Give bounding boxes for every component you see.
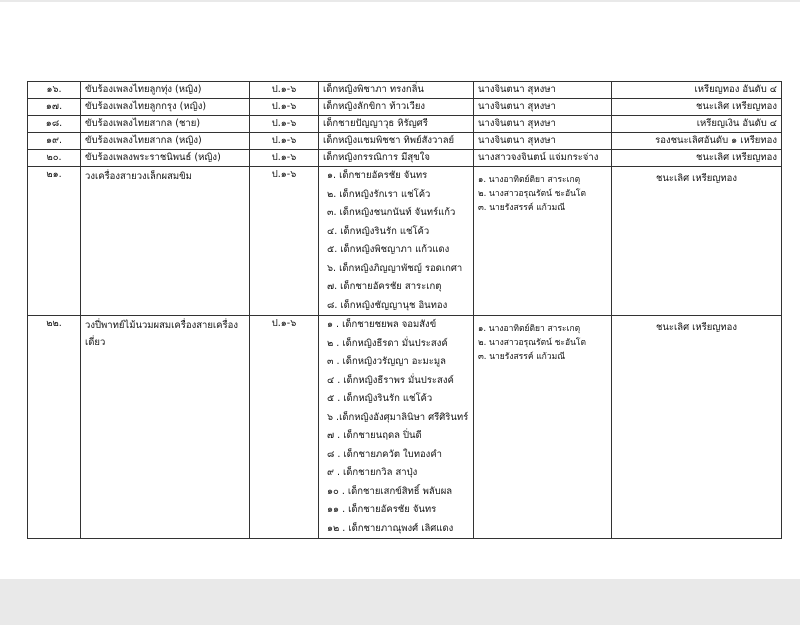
list-item: ๒. นางสาวอรุณรัตน์ ชะอันโต bbox=[478, 338, 586, 348]
list-item: ๗ . เด็กชายนฤดล ปิ่นดี bbox=[327, 430, 422, 441]
teacher-name: นางจินตนา สุหงษา bbox=[474, 116, 612, 133]
row-number: ๒๐. bbox=[28, 150, 81, 167]
grade-level: ป.๑-๖ bbox=[250, 167, 319, 316]
activity-name: ขับร้องเพลงไทยสากล (หญิง) bbox=[81, 133, 250, 150]
award-result: ชนะเลิศ เหรียญทอง bbox=[612, 167, 782, 316]
list-item: ๓. นายรังสรรค์ แก้วมณี bbox=[478, 352, 566, 362]
table-row bbox=[28, 150, 782, 167]
student-list bbox=[323, 167, 469, 315]
student-name: เด็กหญิงแชมพิชชา ทิพย์สังวาลย์ bbox=[319, 133, 474, 150]
activity-name: ขับร้องเพลงพระราชนิพนธ์ (หญิง) bbox=[81, 150, 250, 167]
grade-level: ป.๑-๖ bbox=[250, 99, 319, 116]
teacher-list-cell bbox=[474, 316, 612, 539]
activity-name: ขับร้องเพลงไทยสากล (ชาย) bbox=[81, 116, 250, 133]
teacher-list bbox=[478, 167, 607, 215]
student-list-cell bbox=[319, 167, 474, 316]
table-row-group bbox=[28, 167, 782, 316]
list-item: ๗. เด็กชายอัครชัย สาระเกตุ bbox=[327, 281, 442, 292]
award-result: เหรียญเงิน อันดับ ๔ bbox=[612, 116, 782, 133]
awards-table bbox=[27, 81, 782, 539]
grade-level: ป.๑-๖ bbox=[250, 316, 319, 539]
student-name: เด็กหญิงลักขิกา ท้าวเวียง bbox=[319, 99, 474, 116]
award-result: เหรียญทอง อันดับ ๔ bbox=[612, 82, 782, 99]
teacher-list bbox=[478, 316, 607, 364]
teacher-list-cell bbox=[474, 167, 612, 316]
list-item: ๒ . เด็กหญิงธีรดา มั่นประสงค์ bbox=[327, 337, 448, 349]
award-result: รองชนะเลิศอันดับ ๑ เหรียทอง bbox=[612, 133, 782, 150]
student-name: เด็กหญิงกรรณิการ มีสุขใจ bbox=[319, 150, 474, 167]
table-row bbox=[28, 99, 782, 116]
list-item: ๑๑ . เด็กชายอัครชัย จันทร bbox=[327, 504, 437, 515]
teacher-name: นางจินตนา สุหงษา bbox=[474, 133, 612, 150]
activity-name: วงปี่พาทย์ไม้นวมผสมเครื่องสายเครื่องเดี่ยว bbox=[81, 316, 250, 539]
list-item: ๕ . เด็กหญิงรินรัก แช่โค้ว bbox=[327, 393, 433, 404]
list-item: ๑ . เด็กชายชยพล จอมสังข์ bbox=[327, 319, 437, 330]
list-item: ๑๒ . เด็กชายภาณุพงศ์ เลิศแดง bbox=[327, 522, 454, 534]
award-result: ชนะเลิศ เหรียญทอง bbox=[612, 99, 782, 116]
student-name: เด็กชายปัญญาวุธ หิรัญศรี bbox=[319, 116, 474, 133]
teacher-name: นางจินตนา สุหงษา bbox=[474, 99, 612, 116]
document-page bbox=[0, 2, 800, 579]
table-row bbox=[28, 116, 782, 133]
activity-name: ขับร้องเพลงไทยลูกกรุง (หญิง) bbox=[81, 99, 250, 116]
table-row bbox=[28, 82, 782, 99]
list-item: ๑๐ . เด็กชายเสกข์สิทธิ์ พลับผล bbox=[327, 485, 453, 497]
list-item: ๖ .เด็กหญิงอังศุมาลินิษา ศรีศิรินทร์ bbox=[327, 411, 469, 423]
row-number: ๒๑. bbox=[28, 167, 81, 316]
grade-level: ป.๑-๖ bbox=[250, 150, 319, 167]
teacher-name: นางจินตนา สุหงษา bbox=[474, 82, 612, 99]
list-item: ๓. นายรังสรรค์ แก้วมณี bbox=[478, 203, 566, 213]
table-row-group bbox=[28, 316, 782, 539]
list-item: ๒. เด็กหญิงรักเรา แช่โค้ว bbox=[327, 188, 431, 200]
activity-name: ขับร้องเพลงไทยลูกทุ่ง (หญิง) bbox=[81, 82, 250, 99]
list-item: ๓. เด็กหญิงชนกนันท์ จันทร์แก้ว bbox=[327, 207, 456, 218]
award-result: ชนะเลิศ เหรียญทอง bbox=[612, 150, 782, 167]
list-item: ๑. นางอาทิตย์ติยา สาระเกตุ bbox=[478, 175, 581, 185]
list-item: ๑. เด็กชายอัครชัย จันทร bbox=[327, 170, 428, 181]
list-item: ๕. เด็กหญิงพิชญาภา แก้วแดง bbox=[327, 244, 450, 255]
student-list bbox=[323, 316, 469, 538]
list-item: ๘ . เด็กชายภควัต ใบทองคำ bbox=[327, 448, 443, 460]
table-row bbox=[28, 133, 782, 150]
activity-name: วงเครื่องสายวงเล็กผสมขิม bbox=[81, 167, 250, 316]
grade-level: ป.๑-๖ bbox=[250, 82, 319, 99]
row-number: ๒๒. bbox=[28, 316, 81, 539]
row-number: ๑๖. bbox=[28, 82, 81, 99]
award-result: ชนะเลิศ เหรียญทอง bbox=[612, 316, 782, 539]
row-number: ๑๗. bbox=[28, 99, 81, 116]
list-item: ๑. นางอาทิตย์ติยา สาระเกตุ bbox=[478, 324, 581, 334]
list-item: ๖. เด็กหญิงภิญญาพัชญ์ รอดเกศา bbox=[327, 262, 463, 274]
list-item: ๙ . เด็กชายกวิล สาปุ่ง bbox=[327, 467, 418, 478]
student-name: เด็กหญิงพิชาภา ทรงกลิ่น bbox=[319, 82, 474, 99]
grade-level: ป.๑-๖ bbox=[250, 116, 319, 133]
list-item: ๘. เด็กหญิงชัญญานุช อินทอง bbox=[327, 299, 448, 311]
student-list-cell bbox=[319, 316, 474, 539]
grade-level: ป.๑-๖ bbox=[250, 133, 319, 150]
teacher-name: นางสาวจงจินตน์ แจ่มกระจ่าง bbox=[474, 150, 612, 167]
list-item: ๒. นางสาวอรุณรัตน์ ชะอันโต bbox=[478, 189, 586, 199]
list-item: ๓ . เด็กหญิงวรัญญา อะมะมูล bbox=[327, 356, 446, 367]
row-number: ๑๙. bbox=[28, 133, 81, 150]
list-item: ๔. เด็กหญิงรินรัก แช่โค้ว bbox=[327, 225, 430, 237]
list-item: ๔ . เด็กหญิงธีราพร มั่นประสงค์ bbox=[327, 374, 454, 386]
row-number: ๑๘. bbox=[28, 116, 81, 133]
